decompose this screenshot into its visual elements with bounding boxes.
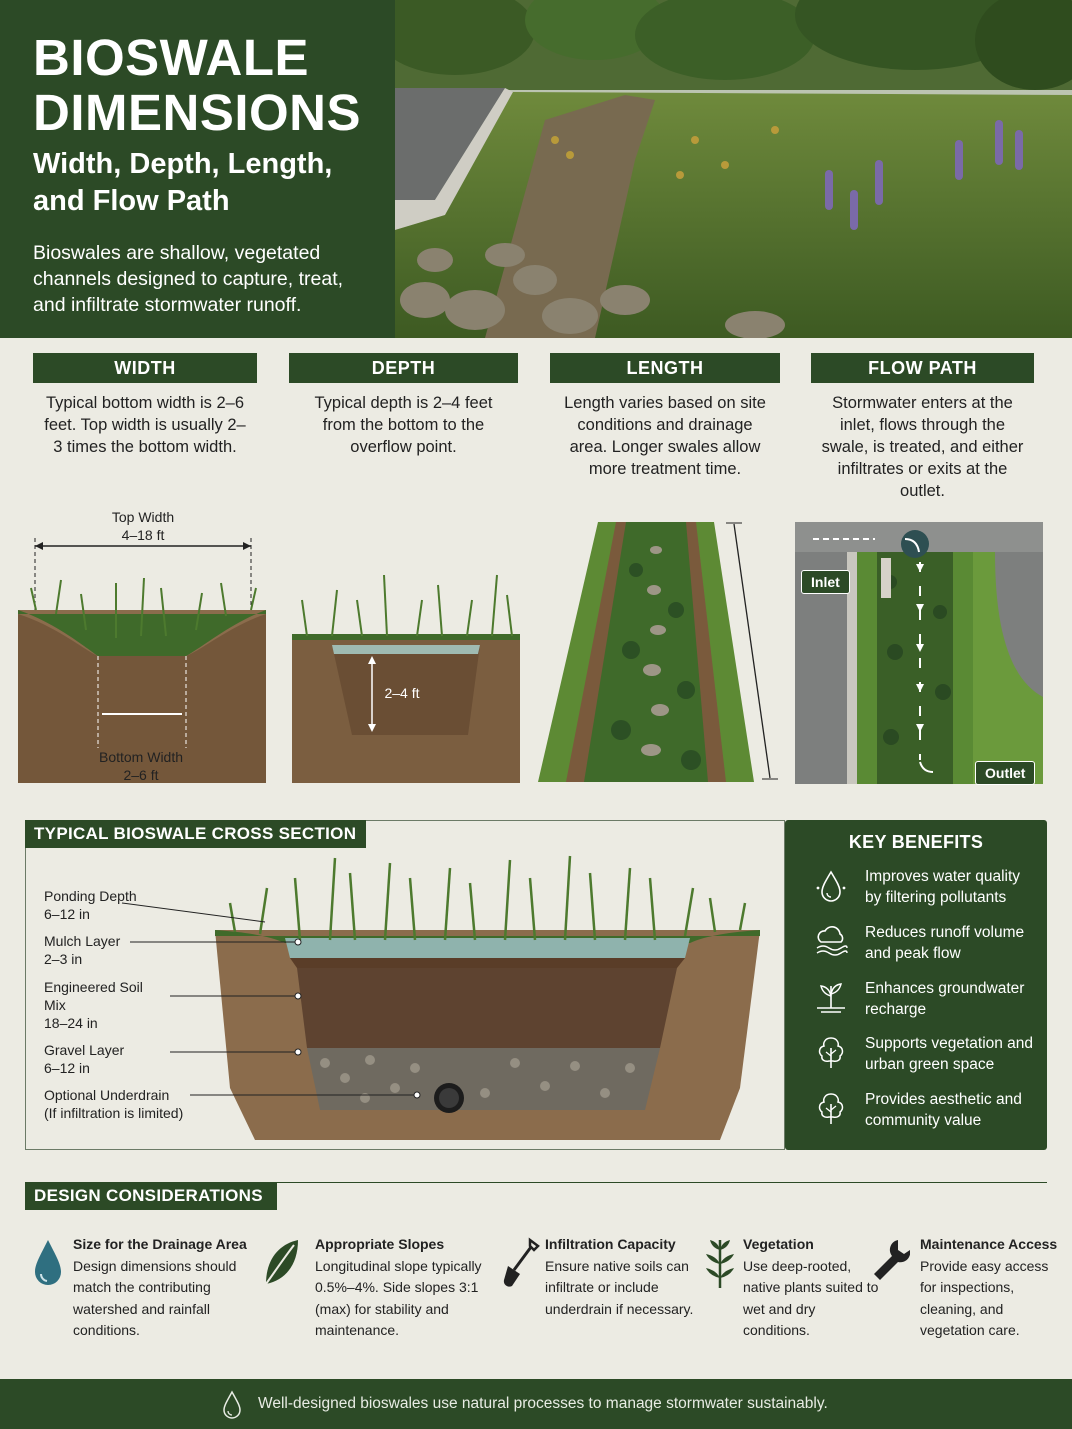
depth-description: Typical depth is 2–4 feet from the bottom to the overflow point. [314, 394, 493, 456]
consideration-text: Longitudinal slope typically 0.5%–4%. Side slopes 3:1 (max) for stability and maintenance. [315, 1257, 482, 1338]
layer-label-ponding [44, 887, 137, 923]
footer [0, 1379, 1072, 1429]
consideration-heading: Maintenance Access [920, 1236, 1058, 1252]
sprout-icon [813, 978, 849, 1014]
width-heading: WIDTH [33, 353, 257, 383]
consideration-heading: Appropriate Slopes [315, 1236, 445, 1252]
consideration-maintenance [920, 1234, 1060, 1342]
tree-icon [813, 1034, 849, 1070]
water-drop-icon [220, 1390, 244, 1420]
top-width-title: Top Width [111, 509, 175, 525]
length-heading: LENGTH [550, 353, 780, 383]
layer-label-soil [44, 978, 154, 1032]
footer-text: Well-designed bioswales use natural processes to manage stormwater sustainably. [258, 1395, 828, 1412]
layer-value: 18–24 in [44, 1015, 98, 1031]
subtitle-line-1: Width, Depth, Length, [33, 148, 333, 180]
flow-path-heading: FLOW PATH [811, 353, 1034, 383]
key-benefits-title: KEY BENEFITS [848, 832, 984, 852]
consideration-drainage-area [73, 1234, 253, 1342]
inlet-tag: Inlet [801, 570, 850, 594]
consideration-text: Design dimensions should match the contributing watershed and rainfall conditions. [73, 1257, 237, 1338]
benefit-item: Enhances groundwater recharge [865, 980, 1025, 1018]
length-description: Length varies based on site conditions and drainage area. Longer swales allow more treatment time. [564, 394, 766, 478]
water-drop-icon [30, 1236, 70, 1292]
layer-name: Ponding Depth [44, 888, 137, 904]
wrench-icon [870, 1236, 910, 1292]
benefit-item: Supports vegetation and urban green space [865, 1035, 1034, 1073]
layer-value: 2–3 in [44, 951, 83, 967]
layer-name: Engineered Soil Mix [44, 979, 143, 1013]
consideration-heading: Size for the Drainage Area [73, 1236, 247, 1252]
consideration-slopes [315, 1234, 493, 1342]
layer-label-mulch [44, 932, 120, 968]
layer-name: Mulch Layer [44, 933, 121, 949]
layer-value: 6–12 in [44, 1060, 90, 1076]
consideration-text: Use deep-rooted, native plants suited to wet and dry conditions. [743, 1257, 879, 1338]
bottom-width-value: 2–6 ft [123, 767, 159, 783]
page-title: BIOSWALE DIMENSIONS [33, 29, 362, 141]
layer-label-gravel [44, 1041, 124, 1077]
layer-value: 6–12 in [44, 906, 90, 922]
key-benefits-panel [785, 820, 1047, 1150]
benefit-item: Provides aesthetic and community value [865, 1091, 1022, 1129]
flow-path-description: Stormwater enters at the inlet, flows through the swale, is treated, and either infiltrates or exits at the outlet. [821, 394, 1024, 500]
leaf-icon [262, 1236, 302, 1292]
shovel-icon [500, 1236, 540, 1292]
cloud-rain-icon [813, 922, 849, 958]
water-drop-icon [813, 868, 849, 904]
top-width-value: 4–18 ft [121, 527, 165, 543]
layer-name: Gravel Layer [44, 1042, 125, 1058]
benefit-item: Reduces runoff volume and peak flow [865, 924, 1025, 962]
depth-value-label: 2–4 ft [384, 685, 420, 701]
tree-icon [813, 1090, 849, 1126]
consideration-text: Ensure native soils can infiltrate or include underdrain if necessary. [545, 1257, 694, 1317]
consideration-heading: Vegetation [743, 1236, 814, 1252]
plant-icon [700, 1236, 740, 1292]
cross-section-title: TYPICAL BIOSWALE CROSS SECTION [25, 820, 366, 848]
layer-label-underdrain [44, 1086, 183, 1122]
depth-heading: DEPTH [289, 353, 518, 383]
layer-name: Optional Underdrain [44, 1087, 170, 1103]
layer-value: (If infiltration is limited) [44, 1105, 184, 1121]
width-description: Typical bottom width is 2–6 feet. Top width is usually 2–3 times the bottom width. [44, 394, 246, 456]
bottom-width-title: Bottom Width [98, 749, 184, 765]
consideration-vegetation [743, 1234, 883, 1342]
design-considerations-title: DESIGN CONSIDERATIONS [25, 1182, 277, 1210]
consideration-text: Provide easy access for inspections, cleaning, and vegetation care. [920, 1257, 1049, 1338]
header-description: Bioswales are shallow, vegetated channels designed to capture, treat, and infiltrate stormwater runoff. [33, 242, 344, 316]
outlet-tag: Outlet [975, 761, 1035, 785]
consideration-heading: Infiltration Capacity [545, 1236, 676, 1252]
subtitle-line-2: and Flow Path [33, 185, 230, 217]
benefit-item: Improves water quality by filtering pollutants [865, 868, 1021, 906]
consideration-infiltration [545, 1234, 705, 1320]
